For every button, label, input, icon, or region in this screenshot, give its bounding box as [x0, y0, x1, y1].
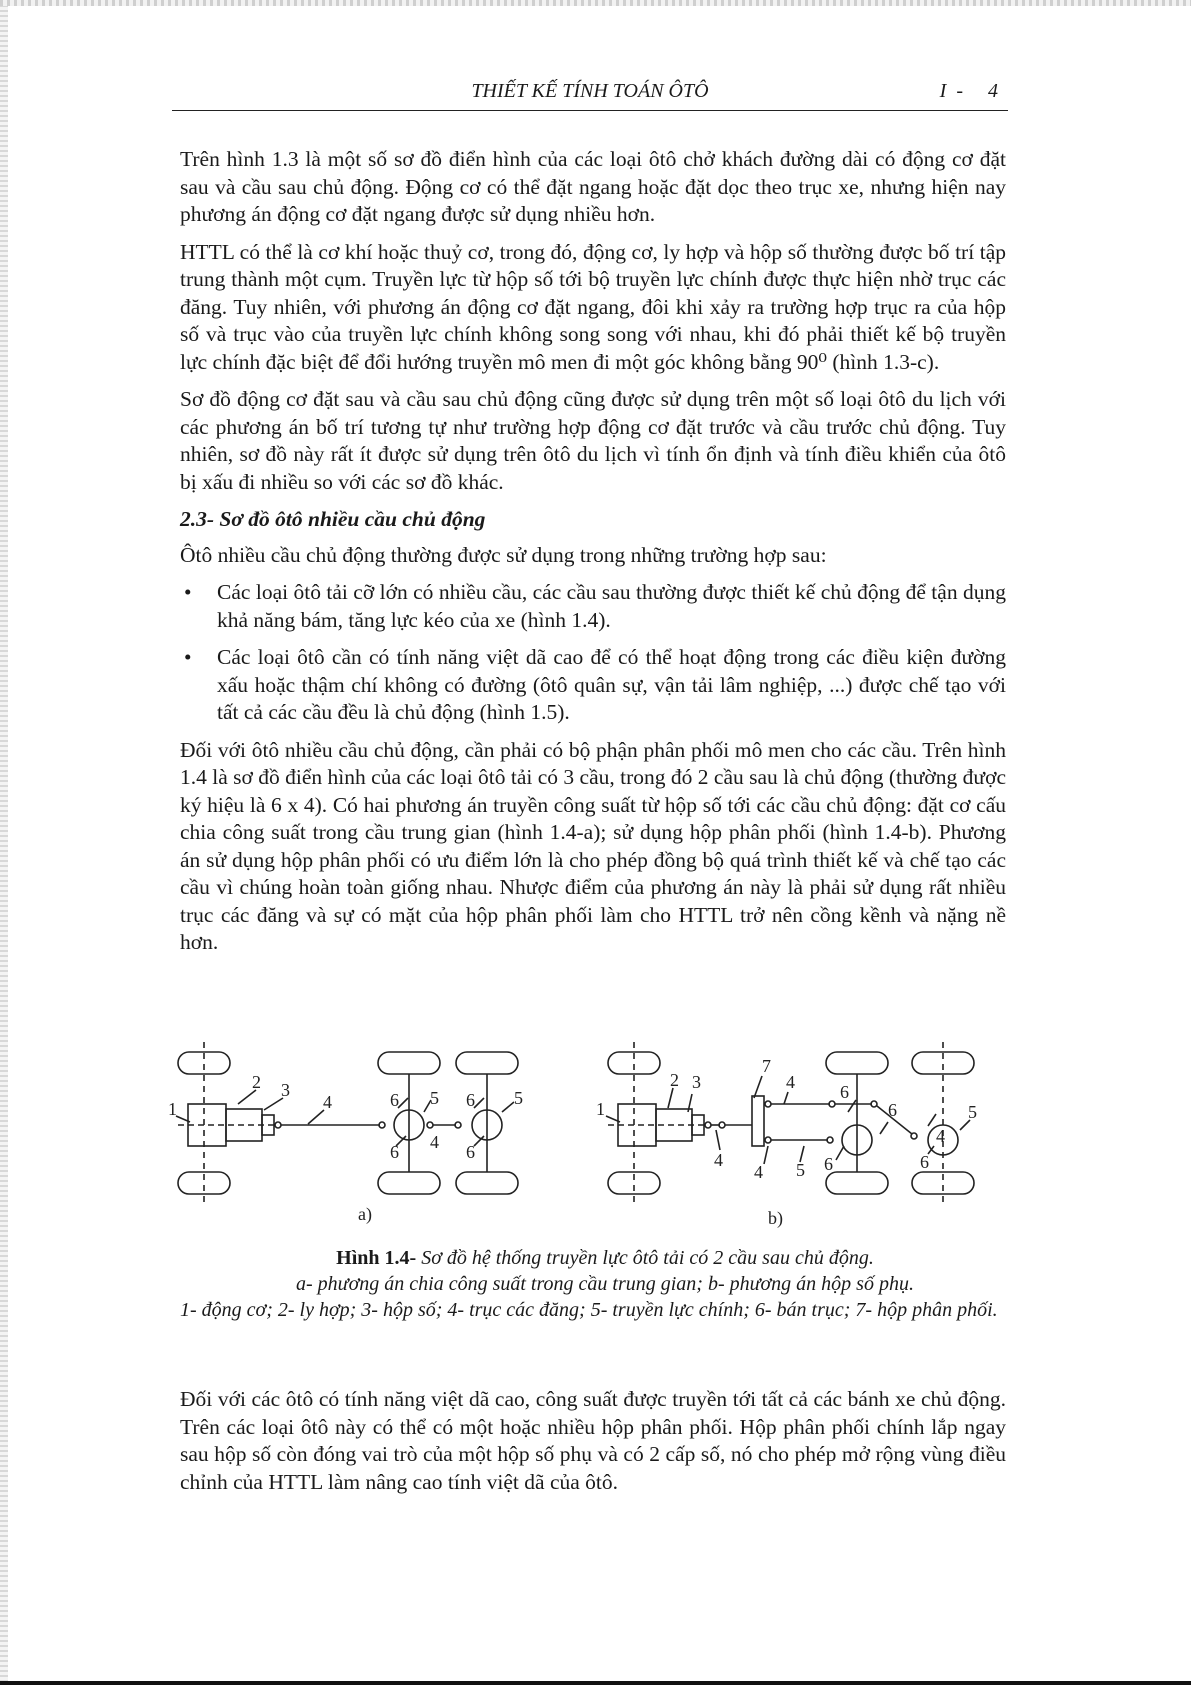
joint-icon: [911, 1133, 917, 1139]
joint-icon: [765, 1101, 771, 1107]
caption-title: Hình 1.4-: [336, 1247, 417, 1269]
joint-icon: [765, 1137, 771, 1143]
page-number: I- 4: [939, 80, 1008, 102]
callout-label: 6: [390, 1142, 399, 1162]
callout-label: 5: [430, 1088, 439, 1108]
wheel-icon: [378, 1172, 440, 1194]
leader-line: [928, 1114, 936, 1126]
leader-line: [502, 1102, 514, 1112]
caption-description: Sơ đồ hệ thống truyền lực ôtô tải có 2 cầu sau chủ động.: [416, 1247, 874, 1269]
callout-label: 4: [323, 1092, 332, 1112]
scan-edge-top: [0, 0, 1191, 6]
diagram-a-labels: [168, 1072, 523, 1225]
wheel-icon: [456, 1052, 518, 1074]
callout-label: 6: [824, 1154, 833, 1174]
callout-label: 2: [252, 1072, 261, 1092]
callout-label: 6: [466, 1142, 475, 1162]
callout-label: 1: [596, 1099, 605, 1119]
callout-label: 6: [466, 1090, 475, 1110]
list-item: [180, 644, 1006, 727]
callout-label: 7: [762, 1056, 771, 1076]
figure-caption: [180, 1245, 1030, 1323]
scan-edge-left: [0, 0, 8, 1685]
leader-line: [880, 1122, 888, 1134]
section-intro: Ôtô nhiều cầu chủ động thường được sử dụng trong những trường hợp sau:: [180, 542, 827, 567]
callout-label: 4: [754, 1162, 763, 1182]
wheel-icon: [826, 1052, 888, 1074]
callout-label: 4: [786, 1072, 795, 1092]
callout-label: 3: [692, 1072, 701, 1092]
diagram-b-labels: [596, 1056, 977, 1229]
transfer-case-block: [752, 1096, 764, 1146]
diagram-b: [606, 1042, 974, 1204]
joint-icon: [275, 1122, 281, 1128]
callout-label: 6: [840, 1082, 849, 1102]
main-text: [180, 146, 1006, 967]
leader-line: [764, 1146, 768, 1164]
leader-line: [308, 1110, 324, 1124]
paragraph: Đối với ôtô nhiều cầu chủ động, cần phải có bộ phận phân phối mô men cho các cầu. Trên hình 1.4 là sơ đồ điển hình của các loại ôtô tải có 3 cầu, trong đó 2 cầu sau là chủ động (thường được ký hiệu là 6 x 4). Có hai phương án truyền công suất từ hộp số tới các cầu chủ động: đặt cơ cấu chia công suất trong cầu trung gian (hình 1.4-a); sử dụng hộp phân phối (hình 1.4-b). Phương án sử dụng hộp phân phối có ưu điểm lớn là cho phép đồng bộ quá trình thiết kế và chế tạo các cầu vì chúng hoàn toàn giống nhau. Nhược điểm của phương án này là phải sử dụng rất nhiều trục các đăng và sự có mặt của hộp phân phối làm cho HTTL trở nên cồng kềnh và nặng nề hơn.: [180, 737, 1006, 954]
bullet-list: [180, 579, 1006, 727]
callout-label: 6: [888, 1100, 897, 1120]
leader-line: [784, 1092, 788, 1104]
joint-icon: [427, 1122, 433, 1128]
leader-line: [716, 1130, 720, 1150]
callout-label: 3: [281, 1080, 290, 1100]
bullet-icon: •: [184, 645, 192, 669]
paragraph: HTTL có thể là cơ khí hoặc thuỷ cơ, trong đó, động cơ, ly hợp và hộp số thường được bố trí tập trung thành một cụm. Truyền lực từ hộp số tới bộ truyền lực chính được thực hiện nhờ trục các đăng. Tuy nhiên, với phương án động cơ đặt ngang, đôi khi xảy ra trường hợp trục ra của hộp số và trục vào của truyền lực chính không song song với nhau, khi đó phải thiết kế bộ truyền lực chính đặc biệt để đổi hướng truyền mô men đi một góc không bằng 90⁰ (hình 1.3-c).: [180, 239, 1006, 374]
diagram-b-label: b): [768, 1208, 783, 1228]
callout-label: 2: [670, 1070, 679, 1090]
list-item-text: Các loại ôtô tải cỡ lớn có nhiều cầu, các cầu sau thường được thiết kế chủ động để tận dụng khả năng bám, tăng lực kéo của xe (hình 1.4).: [217, 580, 1006, 632]
leader-line: [668, 1088, 673, 1108]
callout-label: 5: [796, 1160, 805, 1180]
wheel-icon: [378, 1052, 440, 1074]
list-item: [180, 579, 1006, 634]
callout-label: 4: [430, 1132, 439, 1152]
callout-label: 6: [920, 1152, 929, 1172]
leader-line: [836, 1146, 844, 1160]
diagram-a: [176, 1042, 518, 1204]
caption-legend: 1- động cơ; 2- ly hợp; 3- hộp số; 4- trục các đăng; 5- truyền lực chính; 6- bán trục; 7- hộp phân phối.: [180, 1299, 998, 1321]
leader-line: [398, 1098, 408, 1108]
caption-variants: a- phương án chia công suất trong cầu trung gian; b- phương án hộp số phụ.: [296, 1273, 914, 1295]
wheel-icon: [456, 1172, 518, 1194]
drivetrain-diagram: [168, 1042, 1028, 1234]
callout-label: 5: [514, 1088, 523, 1108]
callout-label: 4: [936, 1126, 945, 1146]
paragraph: Trên hình 1.3 là một số sơ đồ điển hình của các loại ôtô chở khách đường dài có động cơ đặt sau và cầu sau chủ động. Động cơ có thể đặt ngang hoặc đặt dọc theo trục xe, nhưng hiện nay phương án động cơ đặt ngang được sử dụng nhiều hơn.: [180, 147, 1006, 226]
paragraph: Sơ đồ động cơ đặt sau và cầu sau chủ động cũng được sử dụng trên một số loại ôtô du lịch với các phương án bố trí tương tự như trường hợp động cơ đặt trước và cầu trước chủ động. Tuy nhiên, sơ đồ này rất ít được sử dụng trên ôtô du lịch vì tính ổn định và tính điều khiển của ôtô bị xấu đi nhiều so với các sơ đồ khác.: [180, 387, 1006, 494]
callout-label: 6: [390, 1090, 399, 1110]
callout-label: 4: [714, 1150, 723, 1170]
page-header: [172, 76, 1008, 111]
diagram-a-label: a): [358, 1204, 372, 1224]
closing-paragraph: Đối với các ôtô có tính năng việt dã cao, công suất được truyền tới tất cả các bánh xe chủ động. Trên các loại ôtô này có thể có một hoặc nhiều hộp phân phối. Hộp phân phối chính lắp ngay sau hộp số còn đóng vai trò của một hộp số phụ và có 2 cấp số, nó cho phép mở rộng vùng điều chỉnh của HTTL làm nâng cao tính việt dã của ôtô.: [180, 1387, 1006, 1494]
leader-line: [474, 1098, 484, 1108]
callout-label: 5: [968, 1102, 977, 1122]
scan-edge-bottom: [0, 1681, 1191, 1685]
leader-line: [848, 1100, 856, 1112]
bullet-icon: •: [184, 580, 192, 604]
leader-line: [754, 1076, 762, 1098]
header-title: THIẾT KẾ TÍNH TOÁN ÔTÔ: [471, 80, 709, 102]
callout-label: 1: [168, 1099, 177, 1119]
leader-line: [238, 1090, 256, 1104]
list-item-text: Các loại ôtô cần có tính năng việt dã cao để có thể hoạt động trong các điều kiện đường xấu hoặc thậm chí không có đường (ôtô quân sự, vận tải lâm nghiệp, ...) được chế tạo với tất cả các cầu đều là chủ động (hình 1.5).: [217, 645, 1006, 724]
wheel-icon: [826, 1172, 888, 1194]
joint-icon: [705, 1122, 711, 1128]
section-heading: 2.3- Sơ đồ ôtô nhiều cầu chủ động: [180, 507, 486, 531]
